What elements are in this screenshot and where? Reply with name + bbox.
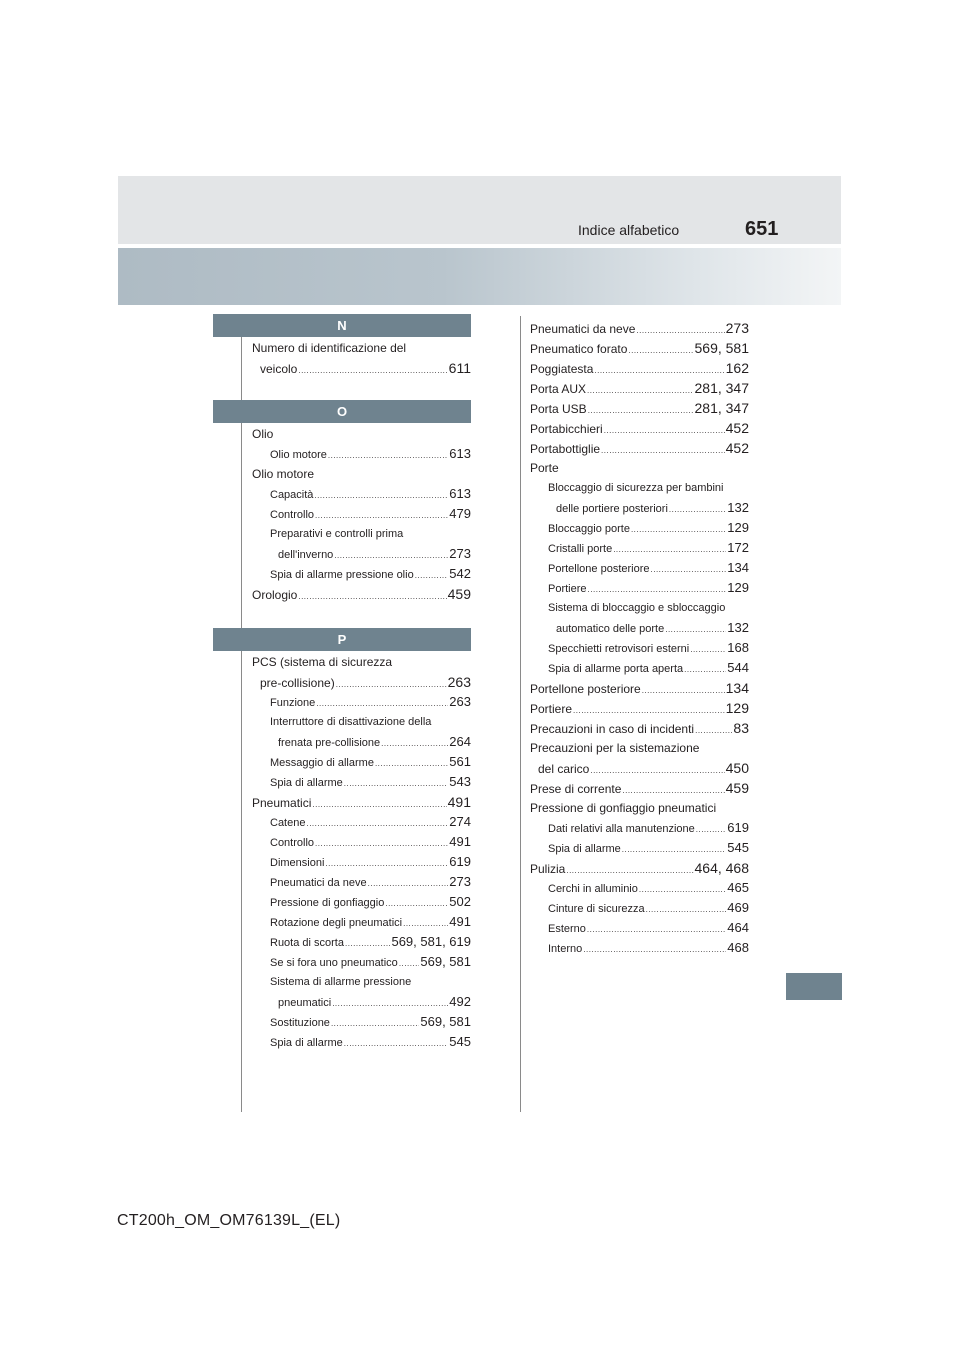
entry-page-ref[interactable]: 619 (449, 854, 471, 869)
entry-page-ref[interactable]: 464 (727, 920, 749, 935)
entry-term: Prese di corrente (530, 782, 622, 796)
entry-page-ref[interactable]: 273 (449, 874, 471, 889)
entry-page-ref[interactable]: 168 (727, 640, 749, 655)
entry-term: Pneumatico forato (530, 342, 628, 356)
entry-term: Sistema di bloccaggio e sbloccaggio (548, 602, 726, 614)
entry-term: Poggiatesta (530, 362, 594, 376)
entry-page-ref[interactable]: 465 (727, 880, 749, 895)
index-entry (530, 478, 749, 518)
entry-page-ref[interactable]: 569, 581 (694, 340, 749, 356)
entry-page-ref[interactable]: 450 (725, 760, 749, 776)
dot-leader (639, 880, 726, 900)
entry-term: Spia di allarme porta aperta (548, 663, 684, 675)
dot-leader (344, 774, 449, 794)
entry-page-ref[interactable]: 459 (447, 586, 471, 602)
entry-term: Pneumatici da neve (530, 322, 636, 336)
entry-page-ref[interactable]: 263 (449, 694, 471, 709)
index-entry (252, 952, 471, 972)
index-entry (252, 338, 471, 378)
entry-term: Pneumatici da neve (270, 877, 367, 889)
dot-leader (622, 840, 727, 860)
dot-leader (298, 361, 447, 381)
dot-leader (385, 894, 448, 914)
index-entry (252, 772, 471, 792)
entry-page-ref[interactable]: 468 (727, 940, 749, 955)
header-band (118, 176, 841, 244)
index-entry (530, 918, 749, 938)
entry-page-ref[interactable]: 129 (727, 580, 749, 595)
entry-page-ref[interactable]: 134 (727, 560, 749, 575)
entry-term: Portellone posteriore (548, 563, 650, 575)
index-entry (252, 692, 471, 712)
entry-term: Porte (530, 461, 559, 475)
index-entry (530, 598, 749, 638)
entry-page-ref[interactable]: 172 (727, 540, 749, 555)
entry-page-ref[interactable]: 491 (449, 834, 471, 849)
dot-leader (399, 954, 420, 974)
entry-term: Portiere (548, 583, 587, 595)
index-entry (252, 464, 471, 484)
index-entry (530, 338, 749, 358)
index-entry (530, 858, 749, 878)
entry-term: Esterno (548, 923, 586, 935)
entry-page-ref[interactable]: 544 (727, 660, 749, 675)
entry-page-ref[interactable]: 491 (449, 914, 471, 929)
index-entry (252, 832, 471, 852)
letter-bar-n: N (213, 314, 471, 337)
entry-term: Numero di identificazione del (252, 341, 407, 355)
entry-term: Precauzioni in caso di incidenti (530, 722, 695, 736)
entry-term: Spia di allarme (270, 777, 343, 789)
entry-term: Portabottiglie (530, 442, 601, 456)
entry-term: Cristalli porte (548, 543, 613, 555)
index-entry (252, 524, 471, 564)
entry-term: Dati relativi alla manutenzione (548, 823, 695, 835)
index-entry (252, 564, 471, 584)
entry-page-ref[interactable]: 281, 347 (694, 380, 749, 396)
index-entry (252, 792, 471, 812)
letter-bar-o: O (213, 400, 471, 423)
index-entry (530, 898, 749, 918)
entry-page-ref[interactable]: 492 (449, 994, 471, 1009)
entry-page-ref[interactable]: 543 (449, 774, 471, 789)
entry-page-ref[interactable]: 132 (727, 500, 749, 515)
index-entry (252, 444, 471, 464)
index-entry (252, 584, 471, 604)
entry-term: Cinture di sicurezza (548, 903, 645, 915)
entry-page-ref[interactable]: 545 (727, 840, 749, 855)
dot-leader (314, 486, 448, 506)
entry-term: Olio (252, 427, 274, 441)
entry-page-ref[interactable]: 129 (727, 520, 749, 535)
dot-leader (415, 566, 449, 586)
dot-leader (328, 446, 448, 466)
index-entry (252, 504, 471, 524)
dot-leader (298, 587, 446, 607)
index-entry (252, 652, 471, 692)
index-entry (530, 698, 749, 718)
index-entry (530, 518, 749, 538)
dot-leader (325, 854, 448, 874)
dot-leader (690, 640, 726, 660)
index-entry (530, 838, 749, 858)
dot-leader (665, 620, 726, 640)
entry-term: Pneumatici (252, 796, 312, 810)
dot-leader (684, 660, 726, 680)
index-entry (530, 358, 749, 378)
entry-term: Portiere (530, 702, 573, 716)
entry-page-ref[interactable]: 459 (725, 780, 749, 796)
entry-term: Pulizia (530, 862, 566, 876)
dot-leader (588, 580, 727, 600)
index-entry (252, 932, 471, 952)
entry-term: pre-collisione) (260, 676, 335, 690)
entry-page-ref[interactable]: 129 (725, 700, 749, 716)
entry-page-ref[interactable]: 281, 347 (694, 400, 749, 416)
entry-page-ref[interactable]: 83 (733, 720, 749, 736)
dot-leader (631, 520, 726, 540)
index-entry (530, 558, 749, 578)
entry-term: pneumatici (278, 997, 332, 1009)
index-entry (252, 484, 471, 504)
index-entry (530, 378, 749, 398)
index-entry (252, 812, 471, 832)
entry-term: Messaggio di allarme (270, 757, 374, 769)
entry-term: Spia di allarme pressione olio (270, 569, 414, 581)
entry-page-ref[interactable]: 162 (725, 360, 749, 376)
dot-leader (669, 500, 726, 520)
index-entry (530, 798, 749, 818)
index-entry (530, 458, 749, 478)
dot-leader (375, 754, 448, 774)
entry-page-ref[interactable]: 619 (727, 820, 749, 835)
dot-leader (587, 920, 726, 940)
entry-term: Controllo (270, 837, 315, 849)
entry-term: Spia di allarme (548, 843, 621, 855)
entry-page-ref[interactable]: 545 (449, 1034, 471, 1049)
entry-page-ref[interactable]: 502 (449, 894, 471, 909)
dot-leader (381, 734, 448, 754)
dot-leader (646, 900, 727, 920)
entry-page-ref[interactable]: 134 (725, 680, 749, 696)
index-entry (252, 424, 471, 444)
index-entry (530, 538, 749, 558)
dot-leader (332, 994, 448, 1014)
index-entry (530, 678, 749, 698)
entry-term: Dimensioni (270, 857, 325, 869)
index-entry (530, 818, 749, 838)
index-entry (530, 938, 749, 958)
entry-term: automatico delle porte (556, 623, 665, 635)
index-entry (252, 1012, 471, 1032)
index-entry (252, 712, 471, 752)
entry-term: Se si fora uno pneumatico (270, 957, 398, 969)
entry-page-ref[interactable]: 264 (449, 734, 471, 749)
dot-leader (344, 1034, 449, 1054)
entry-term: Olio motore (270, 449, 327, 461)
entry-page-ref[interactable]: 613 (449, 446, 471, 461)
entry-term: Sostituzione (270, 1017, 330, 1029)
entry-term: Catene (270, 817, 306, 829)
entry-page-ref[interactable]: 561 (449, 754, 471, 769)
entry-term: Capacità (270, 489, 314, 501)
entry-term: Porta AUX (530, 382, 587, 396)
entry-term: Spia di allarme (270, 1037, 343, 1049)
index-entry (530, 438, 749, 458)
left-column-rule (241, 316, 242, 1112)
entry-term: Ruota di scorta (270, 937, 344, 949)
entry-term: Orologio (252, 588, 298, 602)
entry-term: Sistema di allarme pressione (270, 976, 412, 988)
index-entry (252, 972, 471, 1012)
dot-leader (651, 560, 727, 580)
entry-page-ref[interactable]: 479 (449, 506, 471, 521)
dot-leader (345, 934, 390, 954)
entry-term: veicolo (260, 362, 298, 376)
entry-term: Rotazione degli pneumatici (270, 917, 403, 929)
section-title: Indice alfabetico (578, 222, 680, 238)
entry-page-ref[interactable]: 132 (727, 620, 749, 635)
entry-page-ref[interactable]: 569, 581, 619 (391, 934, 471, 949)
dot-leader (613, 540, 726, 560)
index-entry (530, 778, 749, 798)
index-entry (530, 638, 749, 658)
right-column-rule (520, 316, 521, 1112)
page-number: 651 (745, 218, 779, 240)
dot-leader (306, 814, 448, 834)
entry-term: Funzione (270, 697, 316, 709)
dot-leader (403, 914, 448, 934)
entry-term: del carico (538, 762, 590, 776)
index-entry (252, 1032, 471, 1052)
entry-term: Cerchi in alluminio (548, 883, 638, 895)
entry-term: Controllo (270, 509, 315, 521)
letter-bar-p: P (213, 628, 471, 651)
index-entry (530, 318, 749, 338)
index-entry (530, 398, 749, 418)
entry-term: Interno (548, 943, 583, 955)
entry-term: Portabicchieri (530, 422, 603, 436)
manual-code: CT200h_OM_OM76139L_(EL) (117, 1212, 341, 1229)
dot-leader (696, 820, 727, 840)
entry-page-ref[interactable]: 273 (725, 320, 749, 336)
dot-leader (316, 694, 448, 714)
entry-term: Portellone posteriore (530, 682, 641, 696)
index-entry (252, 872, 471, 892)
entry-term: Pressione di gonfiaggio (270, 897, 385, 909)
index-entry (530, 578, 749, 598)
entry-page-ref[interactable]: 469 (727, 900, 749, 915)
dot-leader (315, 506, 448, 526)
entry-page-ref[interactable]: 611 (448, 360, 471, 376)
entry-term: Precauzioni per la sistemazione (530, 741, 700, 755)
entry-term: delle portiere posteriori (556, 503, 668, 515)
entry-page-ref[interactable]: 452 (725, 440, 749, 456)
entry-term: Preparativi e controlli prima (270, 528, 404, 540)
index-entry (530, 418, 749, 438)
entry-page-ref[interactable]: 569, 581 (420, 954, 471, 969)
entry-page-ref[interactable]: 452 (725, 420, 749, 436)
entry-term: Bloccaggio porte (548, 523, 630, 535)
index-entry (252, 752, 471, 772)
dot-leader (315, 834, 448, 854)
dot-leader (368, 874, 449, 894)
index-entry (530, 718, 749, 738)
entry-term: frenata pre-collisione (278, 737, 381, 749)
entry-page-ref[interactable]: 464, 468 (694, 860, 749, 876)
entry-page-ref[interactable]: 542 (449, 566, 471, 581)
index-entry (530, 738, 749, 778)
index-entry (252, 892, 471, 912)
entry-page-ref[interactable]: 263 (447, 674, 471, 690)
entry-page-ref[interactable]: 274 (449, 814, 471, 829)
index-entry (530, 878, 749, 898)
entry-term: Pressione di gonfiaggio pneumatici (530, 801, 717, 815)
entry-term: Interruttore di disattivazione della (270, 716, 432, 728)
entry-page-ref[interactable]: 273 (449, 546, 471, 561)
dot-leader (583, 940, 726, 960)
entry-page-ref[interactable]: 569, 581 (420, 1014, 471, 1029)
entry-term: Porta USB (530, 402, 587, 416)
gradient-band (118, 248, 841, 305)
dot-leader (331, 1014, 419, 1034)
dot-leader (334, 546, 448, 566)
entry-term: Bloccaggio di sicurezza per bambini (548, 482, 724, 494)
entry-term: dell'inverno (278, 549, 334, 561)
entry-term: Olio motore (252, 467, 315, 481)
index-entry (252, 852, 471, 872)
index-entry (530, 658, 749, 678)
entry-page-ref[interactable]: 491 (447, 794, 471, 810)
entry-term: Specchietti retrovisori esterni (548, 643, 690, 655)
chapter-tab (786, 973, 842, 1000)
entry-term: PCS (sistema di sicurezza (252, 655, 393, 669)
index-entry (252, 912, 471, 932)
entry-page-ref[interactable]: 613 (449, 486, 471, 501)
